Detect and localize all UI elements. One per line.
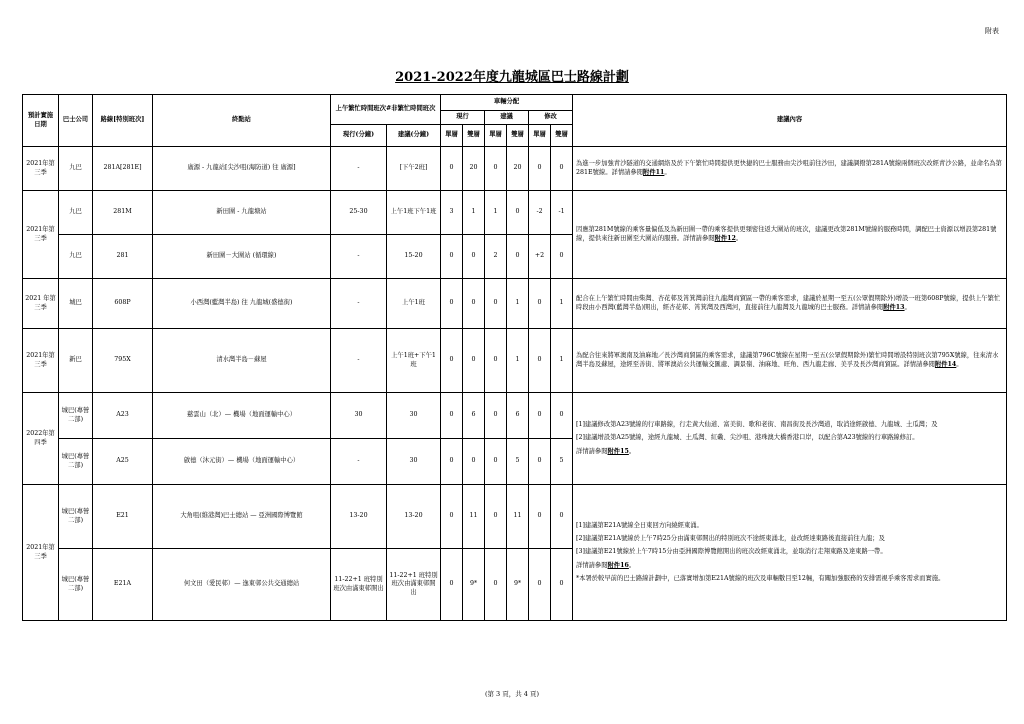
- terminals-cell: 新田圍－大圍站 (循環線): [153, 235, 331, 279]
- alloc-cell: 0: [507, 191, 529, 235]
- alloc-cell: 20: [463, 147, 485, 191]
- col-double-deck: 雙層: [463, 125, 485, 147]
- col-double-deck: 雙層: [551, 125, 573, 147]
- remark-cell: [573, 485, 1007, 621]
- proposed-frequency-cell: 30: [387, 439, 441, 485]
- route-cell: 281M: [93, 191, 153, 235]
- col-single-deck: 單層: [485, 125, 507, 147]
- current-frequency-cell: -: [331, 147, 387, 191]
- alloc-cell: 0: [441, 279, 463, 329]
- remark-paragraph: [1]建議第E21A號線全日東回方向繞經東涌。: [576, 522, 703, 530]
- proposed-frequency-cell: 上午1班: [387, 279, 441, 329]
- col-alloc-current: 現行: [441, 111, 485, 125]
- remark-paragraph: [576, 562, 1003, 570]
- terminals-cell: 大角咀(維港灣)巴士總站 — 亞洲國際博覽館: [153, 485, 331, 549]
- proposed-frequency-cell: [下午2班]: [387, 147, 441, 191]
- annex-reference: 附件15: [607, 447, 629, 455]
- route-cell: E21A: [93, 549, 153, 621]
- alloc-cell: 0: [441, 485, 463, 549]
- route-cell: 281: [93, 235, 153, 279]
- alloc-cell: 0: [441, 147, 463, 191]
- current-frequency-cell: 13-20: [331, 485, 387, 549]
- current-frequency-cell: 30: [331, 393, 387, 439]
- date-cell: 2021年第三季: [23, 485, 59, 621]
- alloc-cell: 0: [529, 549, 551, 621]
- route-cell: E21: [93, 485, 153, 549]
- current-frequency-cell: -: [331, 279, 387, 329]
- company-cell: 九巴: [59, 235, 93, 279]
- alloc-cell: 0: [551, 147, 573, 191]
- table-row: [23, 191, 1007, 235]
- proposed-frequency-cell: 11-22+1 班特別班次由滿東邨開出: [387, 549, 441, 621]
- alloc-cell: 0: [551, 393, 573, 439]
- company-cell: 城巴(專營二部): [59, 549, 93, 621]
- alloc-cell: 0: [551, 485, 573, 549]
- remark-text: 。: [904, 303, 911, 311]
- alloc-cell: 0: [551, 235, 573, 279]
- remark-paragraph: [2]建議第E21A號線於上午7時25分由滿東邨開出的特別班次不途經東涌北，並改經達東路後直接前往九龍；及: [576, 535, 885, 543]
- route-cell: A25: [93, 439, 153, 485]
- col-freq-current: 現行(分鐘): [331, 125, 387, 147]
- company-cell: 城巴: [59, 279, 93, 329]
- proposed-frequency-cell: 上午1班下午1班: [387, 191, 441, 235]
- alloc-cell: 20: [507, 147, 529, 191]
- route-cell: 281A[281E]: [93, 147, 153, 191]
- route-cell: 608P: [93, 279, 153, 329]
- alloc-cell: 11: [463, 485, 485, 549]
- alloc-cell: 0: [463, 329, 485, 393]
- remark-text: 。: [735, 234, 743, 242]
- annex-reference: 附件14: [934, 360, 957, 368]
- terminals-cell: 廣源 - 九龍站[尖沙咀(海防道) 往 廣源]: [153, 147, 331, 191]
- alloc-cell: 1: [507, 279, 529, 329]
- alloc-cell: 0: [441, 329, 463, 393]
- terminals-cell: 慈雲山（北）— 機場（地面運輸中心）: [153, 393, 331, 439]
- col-date: 預計實施日期: [23, 95, 59, 147]
- col-single-deck: 單層: [441, 125, 463, 147]
- alloc-cell: -1: [551, 191, 573, 235]
- remark-text: 詳情請參閱: [576, 447, 608, 455]
- proposed-frequency-cell: 30: [387, 393, 441, 439]
- remark-text: 為配合往來將軍澳南及油麻地／長沙灣商貿區的乘客需求，建議第796C號線在星期一至五(公眾假期除外)繁忙時間增設特別班次第795X號線，往來清水灣半島及蘇屋，途經至善街、將軍澳站公共運輸交匯處、調景嶺、油麻地、旺角、西九龍走廊、美孚及長沙灣商貿區。詳情請參閱: [576, 352, 999, 368]
- remark-cell: [573, 279, 1007, 329]
- date-cell: 2021 年第三季: [23, 279, 59, 329]
- company-cell: 城巴(專營二部): [59, 439, 93, 485]
- current-frequency-cell: -: [331, 329, 387, 393]
- remark-cell: [573, 191, 1007, 279]
- alloc-cell: 5: [551, 439, 573, 485]
- table-row: [23, 147, 1007, 191]
- current-frequency-cell: 25-30: [331, 191, 387, 235]
- alloc-cell: 1: [551, 329, 573, 393]
- terminals-cell: 何文田（愛民邨）— 逸東邨公共交通總站: [153, 549, 331, 621]
- alloc-cell: 9*: [507, 549, 529, 621]
- remark-text: 。: [628, 561, 636, 569]
- alloc-cell: 11: [507, 485, 529, 549]
- alloc-cell: 1: [551, 279, 573, 329]
- terminals-cell: 新田圍 - 九龍塘站: [153, 191, 331, 235]
- annex-reference: 附件11: [643, 168, 665, 176]
- proposed-frequency-cell: 15-20: [387, 235, 441, 279]
- alloc-cell: 1: [463, 191, 485, 235]
- route-cell: A23: [93, 393, 153, 439]
- proposed-frequency-cell: 13-20: [387, 485, 441, 549]
- date-cell: 2021年第三季: [23, 191, 59, 279]
- remark-cell: [573, 329, 1007, 393]
- terminals-cell: 清水灣半島－蘇屋: [153, 329, 331, 393]
- alloc-cell: 0: [441, 549, 463, 621]
- alloc-cell: 1: [507, 329, 529, 393]
- current-frequency-cell: -: [331, 235, 387, 279]
- header-row: [23, 95, 1007, 111]
- alloc-cell: +2: [529, 235, 551, 279]
- date-cell: 2021年第三季: [23, 329, 59, 393]
- alloc-cell: 0: [485, 549, 507, 621]
- alloc-cell: 0: [507, 235, 529, 279]
- alloc-cell: 9*: [463, 549, 485, 621]
- alloc-cell: 1: [485, 191, 507, 235]
- current-frequency-cell: -: [331, 439, 387, 485]
- remark-text: 。: [628, 447, 636, 455]
- alloc-cell: 0: [551, 549, 573, 621]
- current-frequency-cell: 11-22+1 班特別班次由滿東邨開出: [331, 549, 387, 621]
- col-allocation: 車輛分配: [441, 95, 573, 111]
- alloc-cell: 0: [529, 393, 551, 439]
- annex-label: 附表: [985, 27, 999, 35]
- alloc-cell: 3: [441, 191, 463, 235]
- table-row: [23, 393, 1007, 439]
- remark-paragraph: [1]建議修改第A23號線的行車路線，行走黃大仙道、富美街、歌和老街、南昌街及長沙灣道，取消途經啟德、九龍城、土瓜灣；及: [576, 421, 938, 429]
- date-cell: 2022年第四季: [23, 393, 59, 485]
- alloc-cell: 0: [529, 147, 551, 191]
- alloc-cell: 0: [441, 393, 463, 439]
- col-terminals: 終點站: [153, 95, 331, 147]
- alloc-cell: 5: [507, 439, 529, 485]
- remark-text: 配合在上午繁忙時間由柴灣、杏花邨及筲箕灣前往九龍灣商貿區一帶的乘客需求，建議於星期一至五(公眾假期除外)增設一班第608P號線，提供上午繁忙時段由小西灣(藍灣半島)開出，經杏花邨、筲箕灣及西灣河，直接前往九龍灣及九龍城的巴士服務。詳情請參閱: [576, 295, 1001, 311]
- company-cell: 城巴(專營二部): [59, 485, 93, 549]
- date-cell: 2021年第三季: [23, 147, 59, 191]
- annex-reference: 附件16: [607, 561, 629, 569]
- alloc-cell: -2: [529, 191, 551, 235]
- alloc-cell: 6: [463, 393, 485, 439]
- col-remarks: 建議內容: [573, 95, 1007, 147]
- table-row: [23, 329, 1007, 393]
- remark-note: *本署於較早前的巴士路線計劃中，已落實增加第E21A號線的班次及車輛數目至12輛，有關加強服務的安排需視乎乘客需求而實施。: [576, 574, 945, 582]
- col-double-deck: 雙層: [507, 125, 529, 147]
- alloc-cell: 0: [529, 485, 551, 549]
- alloc-cell: 0: [441, 439, 463, 485]
- alloc-cell: 0: [463, 279, 485, 329]
- col-single-deck: 單層: [529, 125, 551, 147]
- company-cell: 九巴: [59, 191, 93, 235]
- remark-paragraph: [576, 448, 1003, 456]
- remark-cell: [573, 147, 1007, 191]
- route-plan-table: [22, 94, 1007, 621]
- alloc-cell: 0: [485, 329, 507, 393]
- col-alloc-change: 修改: [529, 111, 573, 125]
- remark-paragraph: [3]建議第E21號線於上午7時15分由亞洲國際博覽館開出的班次改經東涌北，並取消行走翔東路及達東路一帶。: [576, 548, 887, 556]
- company-cell: 城巴(專營二部): [59, 393, 93, 439]
- page-title: 2021-2022年度九龍城區巴士路線計劃: [395, 70, 629, 85]
- company-cell: 新巴: [59, 329, 93, 393]
- remark-paragraph: [2]建議增設第A25號線，途經九龍城、土瓜灣、紅磡、尖沙咀、港珠澳大橋香港口岸，以配合第A23號線的行車路線修訂。: [576, 434, 919, 442]
- remark-text: 為進一步加強青沙隧道的交通網絡及於下午繁忙時間提供更快捷的巴士服務由尖沙咀前往沙田，建議調撥第281A號線兩個班次改經青沙公路，並命名為第281E號線。詳情請參閱: [576, 160, 1002, 176]
- col-freq-proposed: 建議(分鐘): [387, 125, 441, 147]
- table-row: [23, 279, 1007, 329]
- remark-text: 。: [664, 168, 671, 176]
- remark-text: 詳情請參閱: [576, 561, 608, 569]
- alloc-cell: 0: [485, 147, 507, 191]
- annex-reference: 附件13: [883, 303, 905, 311]
- terminals-cell: 啟德（沐元街）— 機場（地面運輸中心）: [153, 439, 331, 485]
- col-route: 路線[特別班次]: [93, 95, 153, 147]
- alloc-cell: 0: [485, 439, 507, 485]
- alloc-cell: 0: [463, 235, 485, 279]
- terminals-cell: 小西灣(藍灣半島) 往 九龍城(盛德街): [153, 279, 331, 329]
- table-row: [23, 485, 1007, 549]
- alloc-cell: 0: [529, 279, 551, 329]
- company-cell: 九巴: [59, 147, 93, 191]
- alloc-cell: 0: [529, 329, 551, 393]
- remark-text: 。: [956, 360, 963, 368]
- alloc-cell: 6: [507, 393, 529, 439]
- alloc-cell: 0: [485, 393, 507, 439]
- proposed-frequency-cell: 上午1班+下午1班: [387, 329, 441, 393]
- remark-text: 因應第281M號線的乘客量偏低及為新田圍一帶的乘客提供更頻密往返大圍站的班次，建議更改第281M號線的服務時間，調配巴士資源以增設第281號線，提供來往新田圍至大圍站的服務。詳情請參閱: [576, 226, 997, 242]
- col-alloc-proposed: 建議: [485, 111, 529, 125]
- alloc-cell: 0: [529, 439, 551, 485]
- route-cell: 795X: [93, 329, 153, 393]
- annex-reference: 附件12: [714, 234, 736, 242]
- page-footer: (第 3 頁，共 4 頁): [484, 690, 540, 698]
- alloc-cell: 0: [485, 485, 507, 549]
- alloc-cell: 0: [485, 279, 507, 329]
- alloc-cell: 0: [441, 235, 463, 279]
- col-company: 巴士公司: [59, 95, 93, 147]
- alloc-cell: 2: [485, 235, 507, 279]
- col-frequency: 上午繁忙時間班次#非繁忙時間班次: [331, 95, 441, 125]
- remark-cell: [573, 393, 1007, 485]
- alloc-cell: 0: [463, 439, 485, 485]
